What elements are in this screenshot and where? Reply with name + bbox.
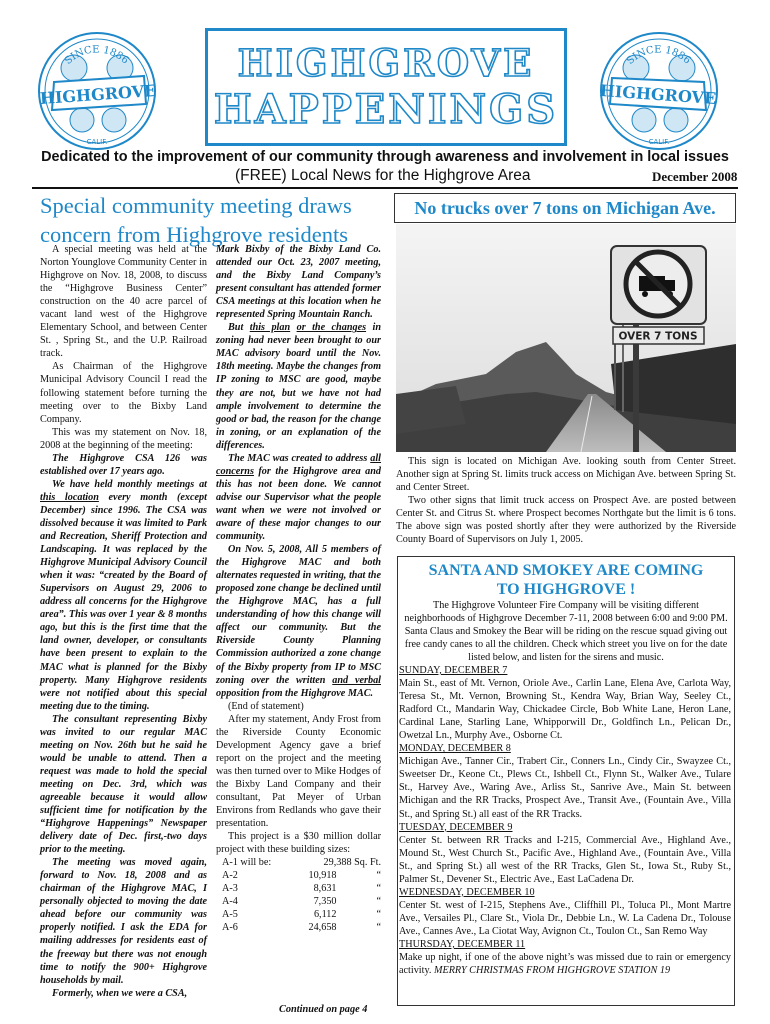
- article-column-1: [40, 243, 207, 1000]
- highgrove-logo-right: [596, 28, 722, 154]
- svg-text:OVER 7 TONS: OVER 7 TONS: [618, 330, 698, 343]
- santa-schedule: [399, 664, 731, 977]
- paragraph: This was my statement on Nov. 18, 2008 at the beginning of the meeting:: [40, 426, 207, 451]
- svg-text:CALIF.: CALIF.: [648, 138, 670, 146]
- project-row: A-3 8,631 “: [222, 883, 381, 895]
- schedule-day: THURSDAY, DECEMBER 11: [399, 938, 526, 950]
- svg-text:HIGHGROVE: HIGHGROVE: [39, 80, 157, 109]
- paragraph: (End of statement): [228, 700, 304, 712]
- project-row: A-4 7,350 “: [222, 896, 381, 908]
- project-row: A-2 10,918 “: [222, 870, 381, 882]
- paragraph: The MAC was created to address all concerns for the Highgrove area and this has not been done. We cannot advise our Supervisor what the people want when we were not involved or aware of these major changes to our community.: [216, 452, 381, 543]
- paragraph: A special meeting was held at the Norton Younglove Community Center in Highgrove on Nov. 18, 2008, to discuss the “Highgrove Business Center” construction on the 40 acre parcel of vacant land west of the Highgrove Elementary School, and between Center St. , Spring St., and the U.P. Railroad track.: [40, 244, 207, 360]
- santa-intro: The Highgrove Volunteer Fire Company will be visiting different neighborhoods of Highgrove December 7-11, 2008 between 6:00 and 9:00 PM. Santa Claus and Smokey the Bear will be riding on the rescue squad giving out free candy canes to all the children. Check which street you live on for the date listed below, and listen for the sirens and music.: [404, 600, 728, 663]
- continued-note: Continued on page 4: [279, 1004, 368, 1015]
- schedule-day: TUESDAY, DECEMBER 9: [399, 821, 513, 833]
- svg-text:SINCE 1886: SINCE 1886: [62, 44, 131, 67]
- masthead: [205, 28, 567, 146]
- paragraph: We have held monthly meetings at this location every month (except December) since 1996. The CSA was dissolved because it was limited to Park and Recreation, Sheriff Protection and Landscaping. It was replaced by the Highgrove Municipal Advisory Council when it was: “created by the Board of Supervisors on August 29, 2006 to address all concerns for the Highgrove area”. This was over 1 year & 8 months ago, but this is the first time that the land owner, developer, or consultants have been present to explain to the MAC what is planned for the Bixby property. Many Highgrove residents were not notified about this special meeting due to the timing.: [40, 478, 207, 712]
- paragraph: The meeting was moved again, forward to Nov. 18, 2008 and as chairman of the Highgrove MAC, I personally objected to moving the date ahead before our community was properly notified. I ask the EDA for mailing addresses for residents east of the freeway but there was not enough time to notify the 900+ Highgrove households by mail.: [40, 857, 207, 986]
- project-table: [216, 856, 381, 934]
- schedule-streets: Make up night, if one of the above night’s was missed due to rain or emergency activity. MERRY CHRISTMAS FROM HIGHGROVE STATION 19: [399, 952, 731, 977]
- paragraph: Mark Bixby of the Bixby Land Co. attended our Oct. 23, 2007 meeting, and the Bixby Land Company’s present consultant has attended former CSA meetings at this location when he represented Spring Mountain Ranch.: [216, 244, 381, 321]
- project-row: A-6 24,658 “: [222, 922, 381, 934]
- highgrove-logo-left: [34, 28, 160, 154]
- subtitle: (FREE) Local News for the Highgrove Area: [235, 167, 531, 184]
- svg-text:HIGHGROVE: HIGHGROVE: [599, 80, 717, 109]
- paragraph: As Chairman of the Highgrove Municipal Advisory Council I read the following statement before turning the meeting over to the Bixby Land Company.: [40, 361, 207, 425]
- caption-paragraph: Two other signs that limit truck access on Prospect Ave. are posted between Center St. and Citrus St. where Prospect becomes Northgate but the limit is 6 tons. The above sign was posted shortly after they were authorized by the Riverside County Board of Supervisors on July 1, 2005.: [396, 495, 736, 545]
- masthead-title-line2: HAPPENINGS: [213, 85, 559, 133]
- road-sign-photo: [396, 224, 736, 452]
- schedule-streets: Center St. west of I-215, Stephens Ave., Cliffhill Pl., Toluca Pl., Mont Martre Ave., Versailes Pl., Clare St., Viola Dr., Debbie Ln., W. La Cadena Dr., Tolouse Ave., Cannes Ave., La Ciotat Way, Avignon Ct., Toulon Ct., San Remo Way: [399, 899, 731, 937]
- project-row: A-5 6,112 “: [222, 909, 381, 921]
- header-divider: [32, 187, 738, 189]
- schedule-day: WEDNESDAY, DECEMBER 10: [399, 886, 535, 898]
- paragraph: Formerly, when we were a CSA,: [52, 987, 188, 999]
- schedule-day: MONDAY, DECEMBER 8: [399, 743, 511, 755]
- project-row: A-1 will be: 29,388 Sq. Ft.: [222, 857, 381, 869]
- svg-text:SINCE 1886: SINCE 1886: [624, 44, 693, 67]
- article-column-2: [216, 243, 381, 934]
- trucks-headline: No trucks over 7 tons on Michigan Ave.: [394, 193, 736, 223]
- masthead-title-line1: HIGHGROVE: [237, 40, 535, 85]
- highgrove-emblem-icon: [596, 28, 722, 154]
- article-headline: Special community meeting draws concern from Highgrove residents: [40, 193, 352, 247]
- santa-headline: SANTA AND SMOKEY ARE COMING TO HIGHGROVE !: [428, 562, 704, 598]
- tagline: Dedicated to the improvement of our community through awareness and involvement in local issues: [41, 149, 729, 165]
- schedule-day: SUNDAY, DECEMBER 7: [399, 665, 508, 676]
- sign-photo: [396, 224, 736, 452]
- issue-date: December 2008: [652, 169, 738, 184]
- paragraph: This project is a $30 million dollar project with these building sizes:: [216, 831, 381, 856]
- caption-paragraph: This sign is located on Michigan Ave. looking south from Center Street. Another sign at Spring St. limits truck access on Michigan Ave. between Spring St. and Center Street.: [396, 456, 736, 493]
- svg-text:CALIF.: CALIF.: [86, 138, 108, 146]
- schedule-streets: Center St. between RR Tracks and I-215, Commercial Ave., Highland Ave., Mound St., West Church St., Pacific Ave., Highland Ave., (Fountain Ave., Villa St., and Spring St.) all west of the RR Tracks, Glen St., Iowa St., Ruby St., Palmer St., Devener St., Electric Ave., East LaCadena Dr.: [399, 834, 731, 885]
- schedule-streets: Main St., east of Mt. Vernon, Oriole Ave., Carlin Lane, Elena Ave, Carlota Way, Teresa St., Mt. Vernon, Browning St., Kendra Way, Brian Way, Seeley Ct., Radford Ct., Mandarin Way, Chickadee Circle, Bob White Lane, Heron Lane, Cardinal Lane, Starling Lane, Whipporwill Dr., Goldfinch Ln., Pelican Dr., Owetzal Ln., Murphy Ave., Osborne Ct.: [399, 678, 731, 742]
- paragraph: But this plan or the changes in zoning had never been brought to our MAC advisory board until the Nov. 18th meeting. Maybe the changes from IP zoning to MSC are good, maybe they are not, but we have not had ample involvement to determine the good or bad, the reason for the change in zoning, or an explanation of the differences.: [216, 322, 382, 451]
- paragraph: On Nov. 5, 2008, All 5 members of the Highgrove MAC and both alternates requested in writing, that the proposed zone change be declined until the Highgrove MAC, has a full understanding of how this change will affect our community. But the Riverside County Planning Commission authorized a zone change of the Bixby property from IP to MSC zoning over the written and verbal opposition from the Highgrove MAC.: [216, 544, 381, 699]
- paragraph: After my statement, Andy Frost from the Riverside County Economic Development Agency gave a brief report on the project and the meeting was then turned over to Mike Hodges of the Bixby Land Company and their consultant, Pat Meyer of Urban Environs from Redlands who gave their presentation.: [216, 713, 381, 830]
- paragraph: The consultant representing Bixby was invited to our regular MAC meeting on Nov. 26th but he said he would be unable to attend. Then a request was made to hold the special meeting on Dec. 3rd, which was agreeable because it would allow sufficient time for notification by the “Highgrove Happenings” Newspaper delivery date of Dec. first,-two days prior to the meeting.: [40, 713, 207, 856]
- schedule-streets: Michigan Ave., Tanner Cir., Trabert Cir., Conners Ln., Cindy Cir., Swayzee Ct., Sweetser Dr., Keone Ct., Plews Ct., Ishbell Ct., Flynn St., Walker Ave., Tulare St., Harvey Ave., Waring Ave., Arliss St., Sanrive Ave., Main St. between Michigan and the RR Tracks, Prospect Ave., Transit Ave., (Fountain Ave., Villa St., and Spring St.) all east of the RR Tracks.: [399, 756, 731, 820]
- photo-caption: [396, 455, 736, 546]
- highgrove-emblem-icon: [34, 28, 160, 154]
- paragraph: The Highgrove CSA 126 was established over 17 years ago.: [40, 452, 207, 477]
